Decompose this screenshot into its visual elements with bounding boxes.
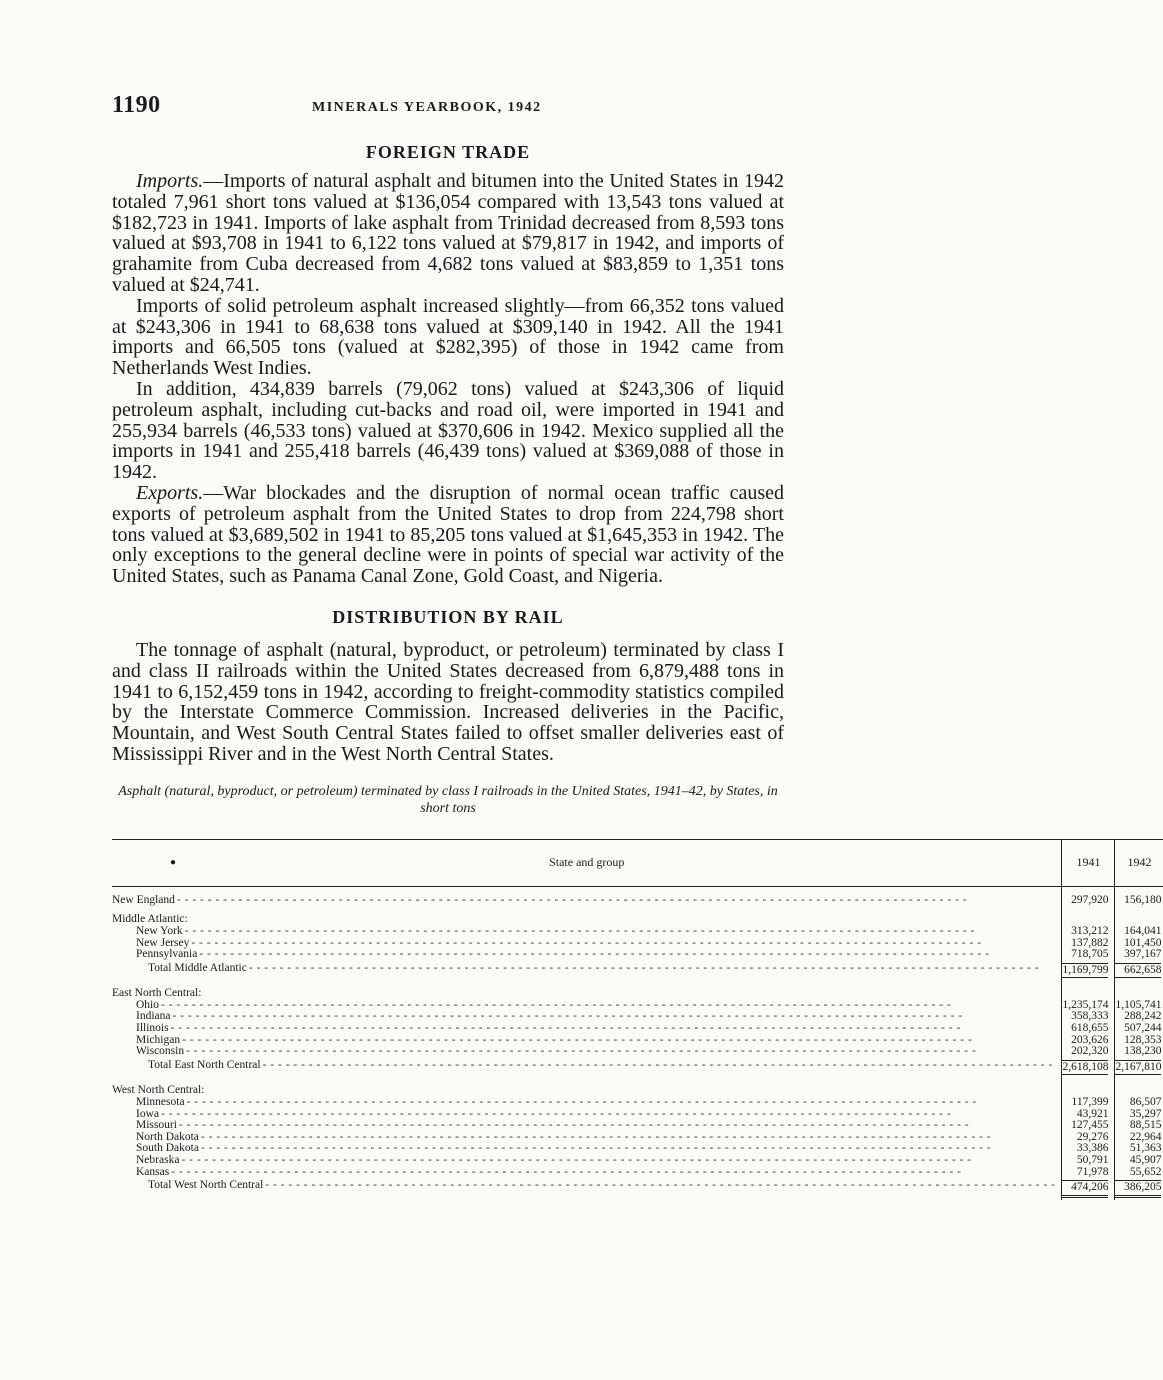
- table-group-row: [112, 1077, 1163, 1097]
- row-label-cell: [112, 1058, 1062, 1078]
- value-1941-cell: [1062, 906, 1115, 926]
- table-row: [112, 926, 1163, 938]
- leader-dots: [186, 1046, 1055, 1058]
- value-1941: 313,212: [1071, 924, 1109, 937]
- value-1942: 88,515: [1129, 1119, 1162, 1132]
- group-label: Middle Atlantic:: [112, 913, 188, 926]
- value-1942: 51,363: [1129, 1142, 1162, 1155]
- heading-distribution-by-rail: DISTRIBUTION BY RAIL: [332, 606, 564, 627]
- table-total-row: [112, 1058, 1163, 1078]
- paragraph-imports-solid: Imports of solid petroleum asphalt increased slightly—from 66,352 tons valued at $243,306 in 1941 to 68,638 tons valued at $309,140 in 1942. All the 1941 imports and 66,505 tons (valued at $282,395) of those in 1942 came from Netherlands West Indies.: [112, 294, 784, 380]
- value-1941: 137,882: [1071, 936, 1109, 949]
- row-label-cell: [112, 980, 1062, 1000]
- value-1941-cell: [1062, 1167, 1115, 1179]
- value-1942: 86,507: [1129, 1096, 1162, 1109]
- row-label-cell: [112, 1178, 1062, 1200]
- header-1942: 1942: [1115, 839, 1163, 886]
- value-1941: 50,791: [1076, 1154, 1109, 1166]
- table-row: [112, 886, 1163, 906]
- row-label: New Jersey: [136, 936, 190, 949]
- value-1942-cell: [1115, 886, 1163, 906]
- value-1941: 474,206: [1062, 1180, 1108, 1198]
- table-wrapper: [112, 839, 1162, 1200]
- value-1941: 297,920: [1071, 893, 1109, 906]
- leader-dots: [265, 1180, 1055, 1192]
- row-label: Kansas: [136, 1165, 170, 1178]
- value-1941: 127,455: [1071, 1119, 1109, 1132]
- value-1942: 156,180: [1124, 893, 1162, 906]
- value-1942: 101,450: [1124, 936, 1162, 949]
- exports-text: —War blockades and the disruption of normal ocean traffic caused exports of petroleum asphalt from the United States to drop from 224,798 short tons valued at $3,689,502 in 1941 to 85,205 tons valued at $1,645,353 in 1942. The only exceptions to the general decline were in points of special war activity of the United States, such as Panama Canal Zone, Gold Coast, and Nigeria.: [112, 481, 784, 588]
- row-label-cell: [112, 1023, 1062, 1035]
- value-1941-cell: [1062, 1077, 1115, 1097]
- group-label: East North Central:: [112, 987, 202, 1000]
- value-1942: 45,907: [1129, 1154, 1162, 1166]
- row-label: Pennsylvania: [136, 948, 198, 961]
- row-label: Indiana: [136, 1010, 171, 1023]
- value-1941: 117,399: [1071, 1096, 1109, 1109]
- row-label: New England: [112, 893, 175, 906]
- value-1942: 2,167,810: [1115, 1060, 1161, 1076]
- value-1942: 138,230: [1124, 1045, 1162, 1058]
- table-body: [112, 886, 1163, 1200]
- row-label: South Dakota: [136, 1142, 199, 1155]
- asphalt-rail-table: [112, 839, 1163, 1200]
- value-1942: 128,353: [1124, 1033, 1162, 1046]
- row-label: Wisconsin: [136, 1045, 185, 1058]
- value-1942: 386,205: [1115, 1180, 1161, 1198]
- value-1941: 358,333: [1071, 1010, 1109, 1023]
- table-header-row: [112, 839, 1163, 886]
- leader-dots: [171, 1167, 1055, 1179]
- value-1941: 29,276: [1076, 1130, 1109, 1143]
- paragraph-exports: [112, 483, 784, 587]
- table-group-row: [112, 906, 1163, 926]
- row-label-cell: [112, 1097, 1062, 1109]
- value-1941: 718,705: [1071, 948, 1109, 961]
- leader-dots: [263, 1060, 1056, 1072]
- value-1942-cell: [1115, 1167, 1163, 1179]
- paragraph-imports-liquid: In addition, 434,839 barrels (79,062 tons) valued at $243,306 of liquid petroleum asphalt, including cut-backs and road oil, were imported in 1941 and 255,934 barrels (46,533 tons) valued at $370,606 in 1942. Mexico supplied all the imports in 1941 and 255,418 barrels (46,439 tons) valued at $369,088 of those in 1942.: [112, 377, 784, 484]
- value-1941: 203,626: [1071, 1033, 1109, 1046]
- document-page: [112, 92, 1162, 1200]
- value-1942: 55,652: [1129, 1165, 1162, 1178]
- leader-dots: [171, 1023, 1056, 1035]
- table-row: [112, 1023, 1163, 1035]
- value-1941: 2,618,108: [1062, 1060, 1108, 1076]
- leader-dots: [249, 963, 1056, 975]
- row-label: Minnesota: [136, 1096, 185, 1109]
- row-label-cell: [112, 906, 1062, 926]
- value-1941: 33,386: [1076, 1142, 1109, 1155]
- value-1942-cell: [1115, 961, 1163, 981]
- imports-text: —Imports of natural asphalt and bitumen into the United States in 1942 totaled 7,961 short tons valued at $136,054 compared with 13,543 tons valued at $182,723 in 1941. Imports of lake asphalt from Trinidad decreased from 8,593 tons valued at $93,708 in 1941 to 6,122 tons valued at $79,817 in 1942, and imports of grahamite from Cuba decreased from 4,682 tons valued at $83,859 to 1,351 tons valued at $24,741.: [112, 170, 784, 296]
- row-label: Illinois: [136, 1022, 169, 1035]
- value-1942-cell: [1115, 1077, 1163, 1097]
- value-1941-cell: [1062, 1046, 1115, 1058]
- leader-dots: [177, 895, 1056, 907]
- value-1941-cell: [1062, 1058, 1115, 1078]
- value-1941-cell: [1062, 949, 1115, 961]
- value-1941: 43,921: [1076, 1107, 1109, 1120]
- value-1942-cell: [1115, 1178, 1163, 1200]
- header-state-and-group: State and group: [112, 839, 1062, 886]
- row-label-cell: [112, 1155, 1062, 1167]
- row-label: Michigan: [136, 1033, 181, 1046]
- table-row: [112, 1046, 1163, 1058]
- row-label-cell: [112, 961, 1062, 981]
- row-label: Nebraska: [136, 1154, 180, 1166]
- value-1942: 22,964: [1129, 1130, 1162, 1143]
- row-label: Total West North Central: [148, 1179, 264, 1192]
- value-1941: 618,655: [1071, 1022, 1109, 1035]
- value-1942: 35,297: [1129, 1107, 1162, 1120]
- row-label-cell: [112, 1167, 1062, 1179]
- row-label-cell: [112, 1077, 1062, 1097]
- table-caption: Asphalt (natural, byproduct, or petroleum) terminated by class I railroads in the United States, 1941–42, by States, in short tons: [118, 783, 778, 816]
- value-1942: 164,041: [1124, 924, 1162, 937]
- heading-foreign-trade: FOREIGN TRADE: [365, 142, 531, 162]
- table-row: [112, 1155, 1163, 1167]
- imports-label: Imports.: [136, 170, 204, 192]
- value-1941-cell: [1062, 961, 1115, 981]
- table-row: [112, 1167, 1163, 1179]
- table-total-row: [112, 961, 1163, 981]
- value-1941-cell: [1062, 980, 1115, 1000]
- group-label: West North Central:: [112, 1084, 205, 1097]
- value-1942: 662,658: [1115, 963, 1161, 979]
- value-1942: 288,242: [1124, 1010, 1162, 1023]
- running-title: MINERALS YEARBOOK, 1942: [312, 100, 542, 115]
- value-1941-cell: [1062, 886, 1115, 906]
- value-1942-cell: [1115, 949, 1163, 961]
- leader-dots: [187, 1097, 1056, 1109]
- row-label: New York: [136, 924, 183, 937]
- bullet-mark: ●: [170, 856, 177, 868]
- value-1942: 1,105,741: [1115, 998, 1162, 1011]
- row-label-cell: [112, 926, 1062, 938]
- paragraph-imports-natural: [112, 171, 784, 296]
- value-1942: 397,167: [1124, 948, 1162, 961]
- leader-dots: [185, 926, 1056, 938]
- row-label: Total Middle Atlantic: [148, 961, 247, 974]
- value-1941: 1,235,174: [1062, 998, 1109, 1011]
- row-label: North Dakota: [136, 1130, 199, 1143]
- row-label: Ohio: [136, 998, 159, 1011]
- table-row: [112, 949, 1163, 961]
- value-1941: 71,978: [1076, 1165, 1109, 1178]
- value-1942: 507,244: [1124, 1022, 1162, 1035]
- value-1941: 1,169,799: [1062, 963, 1108, 979]
- value-1942-cell: [1115, 980, 1163, 1000]
- row-label: Iowa: [136, 1107, 159, 1120]
- value-1942-cell: [1115, 1058, 1163, 1078]
- paragraph-distribution: The tonnage of asphalt (natural, byproduct, or petroleum) terminated by class I and class II railroads within the United States decreased from 6,879,488 tons in 1941 to 6,152,459 tons in 1942, according to freight-commodity statistics compiled by the Interstate Commerce Commission. Increased deliveries in the Pacific, Mountain, and West South Central States failed to offset smaller deliveries east of Mississippi River and in the West North Central States.: [112, 638, 784, 765]
- table-group-row: [112, 980, 1163, 1000]
- value-1941: 202,320: [1071, 1045, 1109, 1058]
- page-number: 1190: [112, 92, 161, 118]
- row-label-cell: [112, 1046, 1062, 1058]
- table-row: [112, 1097, 1163, 1109]
- leader-dots: [181, 1155, 1055, 1167]
- leader-dots: [199, 949, 1055, 961]
- value-1942-cell: [1115, 906, 1163, 926]
- row-label-cell: [112, 886, 1062, 906]
- row-label: Total East North Central: [148, 1058, 261, 1071]
- row-label: Missouri: [136, 1119, 177, 1132]
- exports-label: Exports.: [136, 481, 204, 504]
- value-1941-cell: [1062, 1178, 1115, 1200]
- value-1942-cell: [1115, 1046, 1163, 1058]
- row-label-cell: [112, 949, 1062, 961]
- page-header: [112, 92, 784, 120]
- header-1941: 1941: [1062, 839, 1115, 886]
- table-total-row: [112, 1178, 1163, 1200]
